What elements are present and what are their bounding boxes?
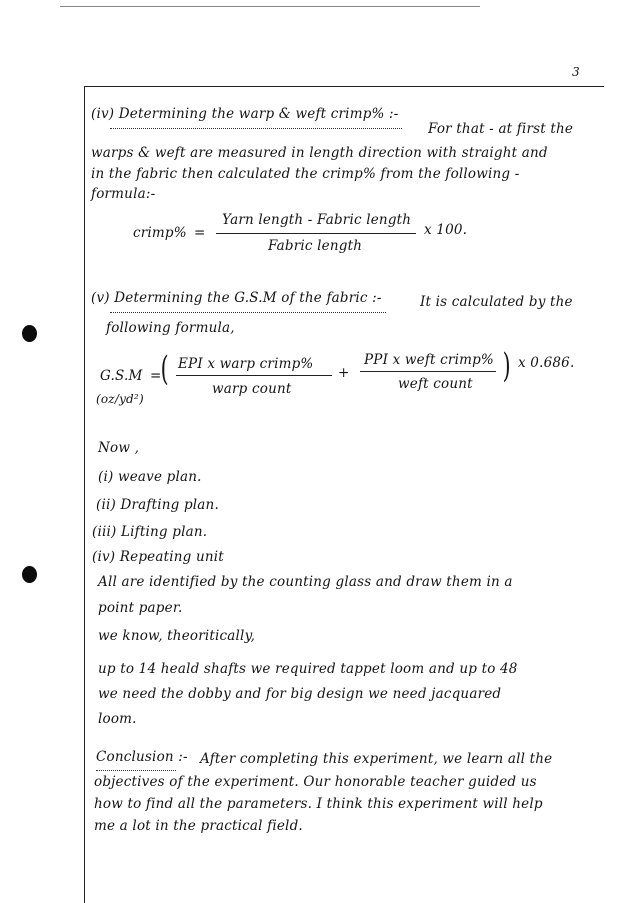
section-v-line2: following formula, — [106, 320, 235, 336]
left-margin-rule — [84, 86, 85, 903]
paragraph2-line1: we know, theoritically, — [98, 628, 256, 644]
close-paren: ) — [502, 346, 511, 386]
gsm-multiplier: x 0.686. — [518, 355, 575, 371]
conclusion-line3: how to find all the parameters. I think this experiment will help — [94, 796, 543, 812]
crimp-numerator: Yarn length - Fabric length — [222, 212, 412, 228]
gsm-den1: warp count — [212, 381, 292, 397]
conclusion-label: Conclusion :- — [96, 749, 188, 765]
conclusion-line2: objectives of the experiment. Our honorable teacher guided us — [94, 774, 537, 790]
crimp-multiplier: x 100. — [424, 222, 468, 238]
page-number: 3 — [572, 65, 580, 79]
paragraph2-line4: loom. — [98, 711, 137, 727]
section-iv-heading: (iv) Determining the warp & weft crimp% :- — [91, 106, 399, 122]
gsm-fraction-bar-1 — [176, 375, 332, 376]
gsm-unit: (oz/yd²) — [96, 392, 144, 406]
gsm-lhs: G.S.M — [100, 368, 143, 384]
paragraph2-line2: up to 14 heald shafts we required tappet loom and up to 48 — [98, 661, 518, 677]
section-iv-line4: formula:- — [91, 186, 156, 202]
section-iv-line3: in the fabric then calculated the crimp% from the following - — [91, 166, 520, 182]
section-iv-line1: For that - at first the — [428, 121, 574, 137]
paragraph1-line1: All are identified by the counting glass and draw them in a — [98, 574, 513, 590]
gsm-eq: = — [150, 368, 162, 384]
section-v-line1: It is calculated by the — [420, 294, 573, 310]
punch-hole-bottom — [22, 566, 37, 583]
top-margin-rule — [84, 86, 604, 87]
now-item: (iii) Lifting plan. — [92, 524, 208, 540]
gsm-num1: EPI x warp crimp% — [178, 356, 314, 372]
conclusion-line1: After completing this experiment, we learn all the — [200, 751, 553, 767]
crimp-lhs: crimp% — [133, 225, 187, 241]
gsm-plus: + — [338, 365, 350, 381]
open-paren: ( — [160, 349, 169, 389]
section-v-heading: (v) Determining the G.S.M of the fabric :- — [91, 290, 382, 306]
paragraph1-line2: point paper. — [98, 600, 183, 616]
paragraph2-line3: we need the dobby and for big design we need jacquared — [98, 686, 502, 702]
crimp-eq: = — [194, 225, 206, 241]
now-item: (ii) Drafting plan. — [96, 497, 219, 513]
heading-underline — [110, 308, 386, 313]
now-label: Now , — [98, 440, 140, 456]
heading-underline — [110, 124, 402, 129]
torn-edge-line — [60, 6, 480, 7]
section-iv-line2: warps & weft are measured in length direction with straight and — [91, 145, 548, 161]
now-item: (i) weave plan. — [98, 469, 202, 485]
now-item: (iv) Repeating unit — [92, 549, 224, 565]
conclusion-underline — [96, 766, 176, 771]
crimp-fraction-bar — [216, 233, 416, 234]
gsm-num2: PPI x weft crimp% — [364, 352, 494, 368]
conclusion-line4: me a lot in the practical field. — [94, 818, 303, 834]
punch-hole-top — [22, 325, 37, 342]
gsm-den2: weft count — [398, 376, 473, 392]
crimp-denominator: Fabric length — [268, 238, 363, 254]
gsm-fraction-bar-2 — [360, 371, 496, 372]
